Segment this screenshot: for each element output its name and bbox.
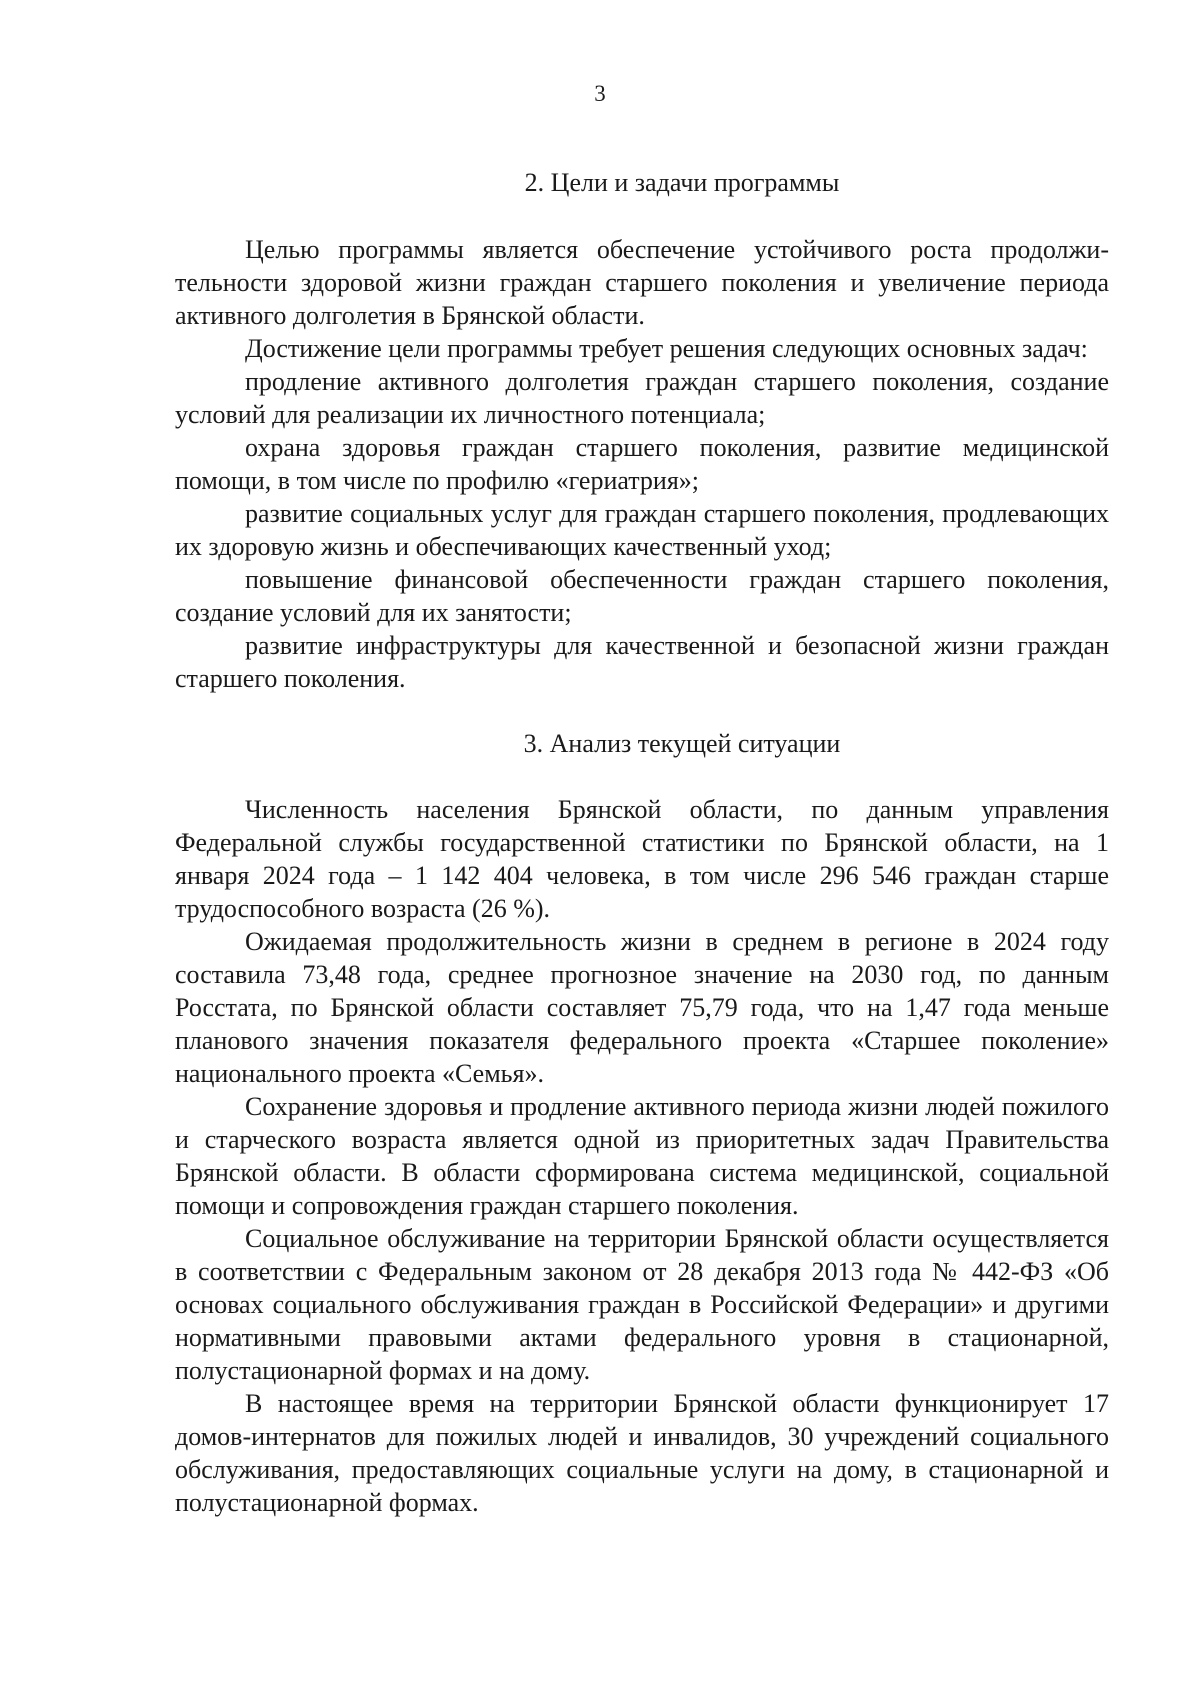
list-item: повышение финансовой обеспеченности граждан старшего поколения, создание условий для их занятости;	[175, 565, 1109, 627]
section-3-body	[175, 793, 1109, 1519]
list-item: развитие инфраструктуры для качественной и безопасной жизни граждан старшего поколения.	[175, 631, 1109, 693]
list-item: продление активного долголетия граждан старшего поколения, создание условий для реализации их личностного потенциала;	[175, 367, 1109, 429]
list-item: охрана здоровья граждан старшего поколения, развитие медицинской помощи, в том числе по профилю «гериатрия»;	[175, 433, 1109, 495]
paragraph: В настоящее время на территории Брянской области функционирует 17 домов-интернатов для пожилых людей и инвалидов, 30 учреждений социального обслуживания, предоставляющих социальные услуги на дому, в стационарной и полустационарной формах.	[175, 1389, 1109, 1517]
section-3-title: 3. Анализ текущей ситуации	[523, 729, 841, 758]
paragraph: Ожидаемая продолжительность жизни в среднем в регионе в 2024 году составила 73,48 года, среднее прогнозное значение на 2030 год, по данным Росстата, по Брянской области составляет 75,79 года, что на 1,47 года меньше планового значения показателя федерального проекта «Старшее поколение» национального проекта «Семья».	[175, 927, 1109, 1088]
paragraph: Сохранение здоровья и продление активного периода жизни людей пожилого и старческого возраста является одной из приоритетных задач Правительства Брянской области. В области сформирована система медицинской, социальной помощи и сопровождения граждан старшего поколения.	[175, 1092, 1109, 1220]
paragraph: Численность населения Брянской области, по данным управления Федеральной службы государственной статистики по Брянской области, на 1 января 2024 года – 1 142 404 человека, в том числе 296 546 граждан старше трудоспособного возраста (26 %).	[175, 795, 1109, 923]
section-2-body	[175, 233, 1109, 695]
paragraph: Целью программы является обеспечение устойчивого роста продолжительности здоровой жизни граждан старшего поколения и увеличение периода активного долголетия в Брянской области.	[175, 235, 1109, 330]
document-body	[175, 166, 1109, 1519]
paragraph: Социальное обслуживание на территории Брянской области осуществляется в соответствии с Федеральным законом от 28 декабря 2013 года № 442-ФЗ «Об основах социального обслуживания граждан в Российской Федерации» и другими нормативными правовыми актами федерального уровня в стационарной, полустационарной формах и на дому.	[175, 1224, 1109, 1385]
section-2-title: 2. Цели и задачи программы	[524, 168, 840, 197]
list-item: развитие социальных услуг для граждан старшего поколения, продлевающих их здоровую жизнь и обеспечивающих качественный уход;	[175, 499, 1109, 561]
page-number: 3	[594, 81, 606, 106]
paragraph: Достижение цели программы требует решения следующих основных задач:	[245, 334, 1088, 363]
